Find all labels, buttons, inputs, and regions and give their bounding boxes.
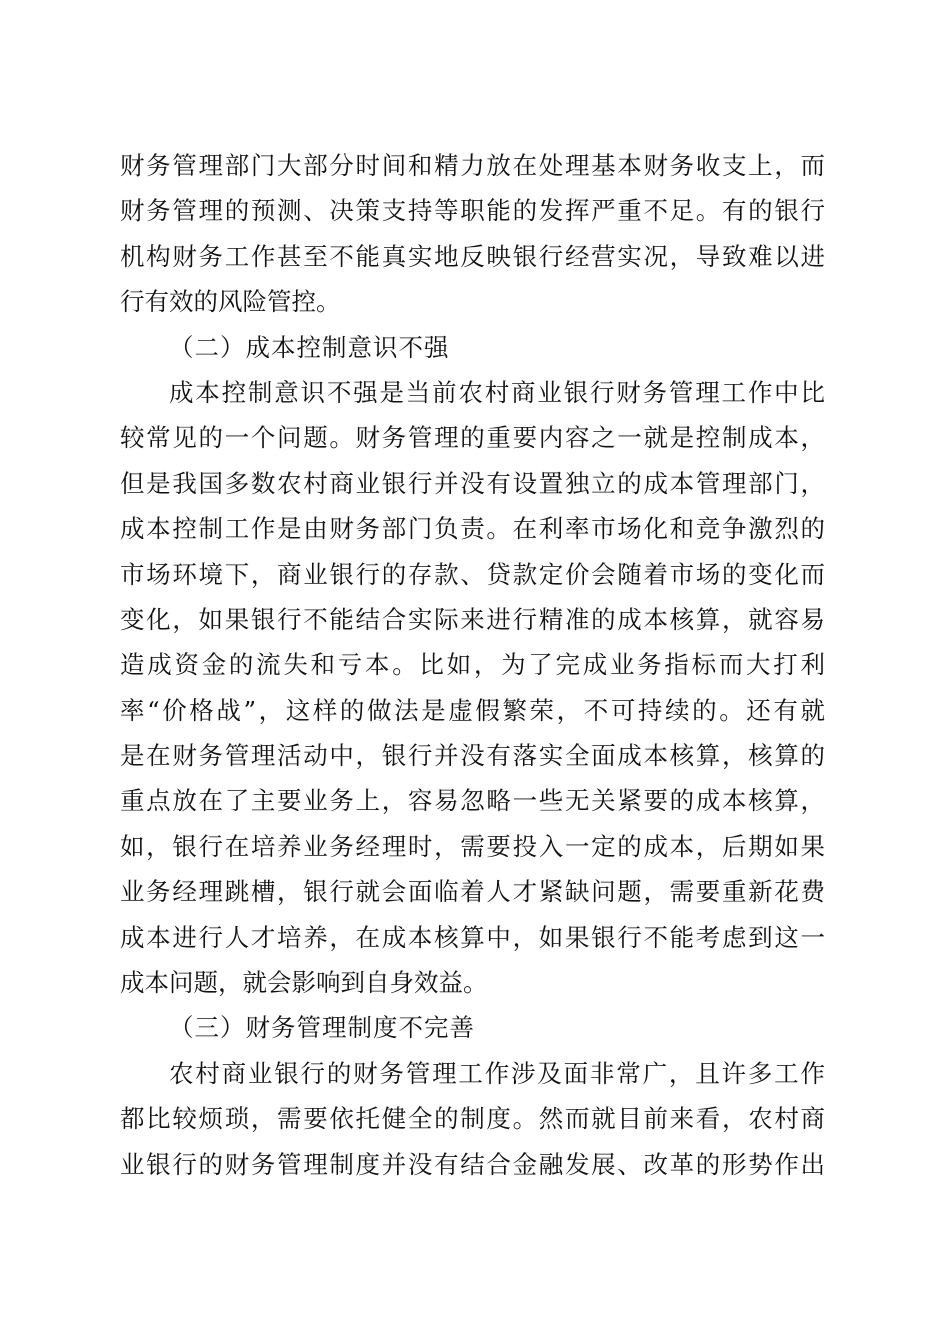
text-line: 造成资金的流失和亏本。比如，为了完成业务指标而大打利: [120, 650, 825, 680]
text-line: 但是我国多数农村商业银行并没有设置独立的成本管理部门，: [120, 468, 825, 498]
text-line: 行有效的风险管控。: [120, 287, 341, 317]
text-line: 变化，如果银行不能结合实际来进行精准的成本核算，就容易: [120, 604, 825, 634]
paragraph-continuation: [120, 143, 825, 325]
text-line: 财务管理部门大部分时间和精力放在处理基本财务收支上，而: [120, 151, 825, 180]
text-line: 较常见的一个问题。财务管理的重要内容之一就是控制成本，: [120, 423, 825, 453]
text-line: 业银行的财务管理制度并没有结合金融发展、改革的形势作出: [120, 1149, 825, 1179]
paragraph-cost-control: [120, 370, 825, 1005]
text-line: 农村商业银行的财务管理工作涉及面非常广，且许多工作: [169, 1058, 825, 1088]
text-line: 都比较烦琐，需要依托健全的制度。然而就目前来看，农村商: [120, 1104, 825, 1134]
text-line: 是在财务管理活动中，银行并没有落实全面成本核算，核算的: [120, 741, 825, 771]
text-line: 财务管理的预测、决策支持等职能的发挥严重不足。有的银行: [120, 196, 825, 226]
text-line: 重点放在了主要业务上，容易忽略一些无关紧要的成本核算，: [120, 786, 825, 816]
text-line: 率“价格战”，这样的做法是虚假繁荣，不可持续的。还有就: [120, 695, 825, 725]
text-line: 成本进行人才培养，在成本核算中，如果银行不能考虑到这一: [120, 922, 825, 952]
text-line: 成本控制意识不强是当前农村商业银行财务管理工作中比: [169, 377, 825, 407]
text-line: 业务经理跳槽，银行就会面临着人才紧缺问题，需要重新花费: [120, 877, 825, 907]
text-line: 市场环境下，商业银行的存款、贷款定价会随着市场的变化而: [120, 559, 825, 589]
text-line: 机构财务工作甚至不能真实地反映银行经营实况，导致难以进: [120, 241, 825, 271]
text-line: 如，银行在培养业务经理时，需要投入一定的成本，后期如果: [120, 831, 825, 861]
text-line: 成本问题，就会影响到自身效益。: [120, 968, 488, 998]
section-heading-cost-control: （二）成本控制意识不强: [169, 332, 450, 362]
document-body: [120, 143, 825, 1187]
text-line: 成本控制工作是由财务部门负责。在利率市场化和竞争激烈的: [120, 514, 825, 544]
paragraph-management-system: [120, 1051, 825, 1187]
section-heading-management-system: （三）财务管理制度不完善: [169, 1013, 475, 1043]
